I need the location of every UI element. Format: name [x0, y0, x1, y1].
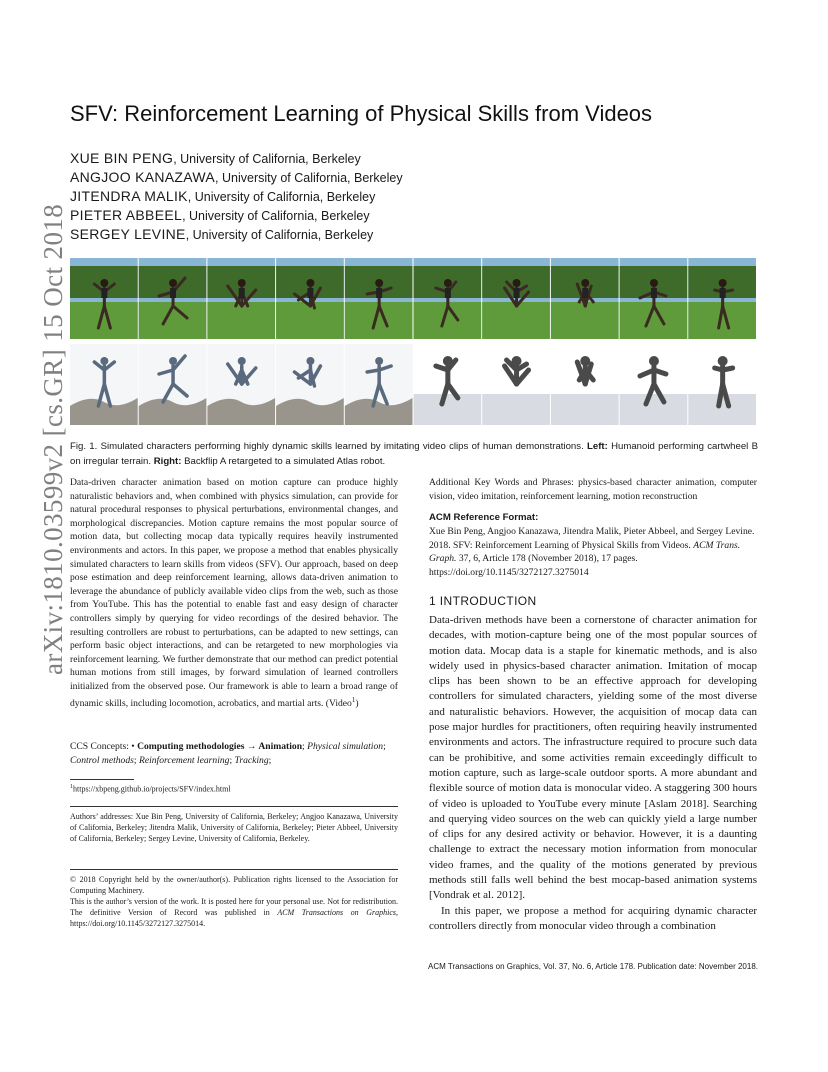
ccs-concept: Physical simulation — [307, 741, 384, 752]
shirt — [239, 288, 245, 298]
head — [306, 279, 314, 287]
footnote — [70, 784, 398, 794]
version-note — [70, 896, 398, 929]
teaser-figure — [70, 258, 757, 425]
ccs-concept: Computing methodologies → Animation — [137, 741, 303, 752]
shirt — [445, 288, 451, 298]
paragraph: In this paper, we propose a method for acquiring dynamic character controllers directly from monocular video through a combination — [429, 904, 757, 932]
video-frame — [207, 258, 275, 339]
simulation-frame — [207, 344, 275, 425]
acm-reference-text: Xue Bin Peng, Angjoo Kanazawa, Jitendra Malik, Pieter Abbeel, and Sergey Levine. 2018. SFV: Reinforcement Learning of Physical Skills from Videos. — [429, 526, 755, 551]
ccs-separator: ; — [133, 754, 139, 766]
author-name: ANGJOO KANAZAWA — [70, 169, 216, 185]
floor — [620, 394, 688, 425]
ccs-concepts — [70, 740, 398, 767]
author-name: PIETER ABBEEL — [70, 207, 183, 223]
arm — [723, 368, 733, 370]
simulation-frame — [688, 344, 756, 425]
page-footer: ACM Transactions on Graphics, Vol. 37, No. 6, Article 178. Publication date: November 2018. — [428, 962, 758, 971]
abstract — [70, 476, 398, 710]
grass — [276, 302, 344, 339]
simulation-frame — [482, 344, 550, 425]
author-affiliation: , University of California, Berkeley — [173, 152, 361, 166]
head — [100, 357, 108, 365]
author-addresses: Authors’ addresses: Xue Bin Peng, University of California, Berkeley; Angjoo Kanazawa, University of California, Berkeley; Jitendra Malik, University of California, Berkeley; Pieter Abbeel, University of California, Berkeley; Sergey Levine, University of California, Berkeley. — [70, 812, 398, 843]
copyright-notice — [70, 874, 398, 929]
abstract-close: ) — [355, 697, 359, 709]
head — [100, 279, 108, 287]
head — [444, 279, 452, 287]
caption-right-label: Right: — [153, 455, 182, 467]
video-frame — [620, 258, 688, 339]
arm — [367, 370, 379, 372]
abstract-footnote-mark: 1 — [351, 695, 356, 704]
head — [238, 279, 246, 287]
head — [649, 356, 659, 366]
head — [580, 356, 590, 366]
footnote-mark: 1 — [70, 784, 73, 790]
acm-reference-journal: ACM Trans. Graph. — [429, 539, 741, 565]
author-line — [70, 150, 361, 166]
head — [581, 279, 589, 287]
video-frame — [414, 258, 482, 339]
author-line — [70, 169, 403, 185]
head — [719, 279, 727, 287]
grass — [551, 302, 619, 339]
video-frames-row — [70, 258, 756, 339]
shirt — [720, 288, 726, 298]
copyright-line: © 2018 Copyright held by the owner/author(s). Publication rights licensed to the Association for Computing Machinery. — [70, 875, 398, 895]
author-name: SERGEY LEVINE — [70, 226, 186, 242]
shirt — [101, 288, 107, 298]
shirt — [514, 288, 520, 298]
head — [513, 279, 521, 287]
video-frame — [139, 258, 207, 339]
abstract-text: Data-driven character animation based on motion capture can produce highly naturalistic behaviors and, when combined with physics simulation, can provide for natural procedural responses to physical perturbations, environmental changes, and morphological discrepancies. Motion capture remains the most popular source of motion data, but collecting mocap data typically requires heavily instrumented environments and actors. In this paper, we propose a method that enables physically simulated characters to learn skills from videos (SFV). Our approach, based on deep pose estimation and deep reinforcement learning, allows data-driven animation to leverage the abundance of publicly available video clips from the web, such as those from YouTube. This has the potential to enable fast and easy design of character controllers simply by querying for video recordings of the desired behavior. The resulting controllers are robust to perturbations, can be adapted to new settings, can perform basic object interactions, and can be retargeted to new morphologies via reinforcement learning. We further demonstrate that our method can predict potential human motions from still images, by forward simulation of learned controllers initialized from the observed pose. Our framework is able to learn a broad range of dynamic skills, including locomotion, acrobatics, and martial arts. (Video — [70, 477, 398, 709]
acm-reference — [429, 525, 757, 579]
paragraph: Data-driven methods have been a cornerstone of character animation for decades, with motion-capture being one of the most popular sources of motion data. Mocap data is a staple for kinematic methods, and is also widely used in physics-based character animation. Imitation of mocap clips has been shown to be an effective approach for developing controllers for simulated characters, yielding some of the most diverse and naturalistic behaviors. However, the acquisition of mocap data can pose major hurdles for practitioners, often requiring heavily instrumented environments and actors. The infrastructure required to procure such data can be prohibitive, and some activities remain exceedingly difficult to motion capture, such as large-scale outdoor sports. A more abundant and flexible source of motion data is monocular video. A staggering 300 hours of video is uploaded to YouTube every minute [Aslam 2018]. Searching and querying video sources on the web can quickly yield a large number of clips for any desired activity or behavior. However, it is a daunting challenge to extract the necessary motion information from monocular video frames, and the quality of the motions generated by previous methods still falls well behind the best mocap-based animation systems [Vondrak et al. 2012]. — [429, 614, 757, 902]
addresses-rule — [70, 806, 398, 807]
project-url-link[interactable]: https://xbpeng.github.io/projects/SFV/index.html — [73, 784, 231, 794]
ccs-label: CCS Concepts: • — [70, 741, 138, 752]
head — [718, 356, 728, 366]
shirt — [307, 288, 313, 298]
shirt — [582, 288, 588, 298]
video-frame — [688, 258, 756, 339]
floor — [414, 394, 482, 425]
head — [169, 279, 177, 287]
doi-text: , https://doi.org/10.1145/3272127.3275014. — [70, 908, 398, 928]
acm-reference-doi: 37, 6, Article 178 (November 2018), 17 pages. https://doi.org/10.1145/3272127.3275014 — [429, 553, 638, 578]
author-name: JITENDRA MALIK — [70, 188, 188, 204]
author-affiliation: , University of California, Berkeley — [215, 171, 403, 185]
arxiv-identifier: arXiv:1810.03599v2 [cs.GR] 15 Oct 2018 — [38, 203, 68, 675]
section-heading-introduction: 1 INTRODUCTION — [429, 594, 537, 608]
simulation-frames-row — [70, 344, 756, 425]
keywords: Additional Key Words and Phrases: physics-based character animation, computer vision, video imitation, reinforcement learning, motion reconstruction — [429, 477, 757, 502]
author-line — [70, 188, 375, 204]
ccs-concept: Tracking — [234, 754, 269, 766]
video-frame — [482, 258, 550, 339]
grass — [207, 302, 275, 339]
head — [238, 357, 246, 365]
caption-left-text: Humanoid performing cartwheel B on irregular terrain. — [70, 441, 758, 467]
footnote-rule — [70, 779, 134, 780]
caption-prefix: Fig. 1. Simulated characters performing highly dynamic skills learned by imitating video clips of human demonstrations. — [70, 441, 588, 452]
shirt — [170, 288, 176, 298]
head — [512, 356, 522, 366]
ccs-concept: Reinforcement learning — [138, 754, 230, 766]
ccs-concept: Control methods — [70, 754, 134, 766]
simulation-frame — [276, 344, 344, 425]
author-affiliation: , University of California, Berkeley — [187, 190, 376, 204]
ccs-end: ; — [268, 754, 272, 766]
paper-title: SFV: Reinforcement Learning of Physical Skills from Videos — [70, 101, 653, 126]
author-affiliation: , University of California, Berkeley — [182, 209, 370, 223]
journal-name: ACM Transactions on Graphics — [277, 908, 396, 917]
grass — [482, 302, 550, 339]
head — [375, 279, 383, 287]
shirt — [651, 288, 657, 298]
head — [650, 279, 658, 287]
video-frame — [345, 258, 413, 339]
simulation-frame — [139, 344, 207, 425]
caption-right-text: Backflip A retargeted to a simulated Atlas robot. — [181, 455, 386, 467]
author-affiliation: , University of California, Berkeley — [185, 228, 374, 242]
head — [306, 357, 314, 365]
floor — [551, 394, 619, 425]
figure-caption — [70, 440, 758, 469]
simulation-frame — [345, 344, 413, 425]
author-line — [70, 226, 373, 242]
introduction-body — [429, 613, 757, 934]
shirt — [376, 288, 382, 298]
video-frame — [70, 258, 138, 339]
acm-reference-heading: ACM Reference Format: — [429, 512, 539, 523]
floor — [482, 394, 550, 425]
video-frame — [551, 258, 619, 339]
head — [443, 356, 453, 366]
ccs-separator: ; — [229, 754, 235, 766]
caption-left-label: Left: — [587, 441, 608, 452]
author-line — [70, 207, 370, 223]
version-note-text: This is the author’s version of the work. It is posted here for your personal use. Not for redistribution. The definitive Version of Record was published in — [70, 897, 398, 917]
video-frame — [276, 258, 344, 339]
author-name: XUE BIN PENG — [70, 150, 174, 166]
simulation-frame — [70, 344, 138, 425]
simulation-frame — [620, 344, 688, 425]
copyright-rule — [70, 869, 398, 870]
ccs-separator: ; — [383, 741, 386, 752]
head — [169, 357, 177, 365]
head — [375, 357, 383, 365]
ccs-separator: ; — [302, 741, 308, 752]
simulation-frame — [414, 344, 482, 425]
simulation-frame — [551, 344, 619, 425]
